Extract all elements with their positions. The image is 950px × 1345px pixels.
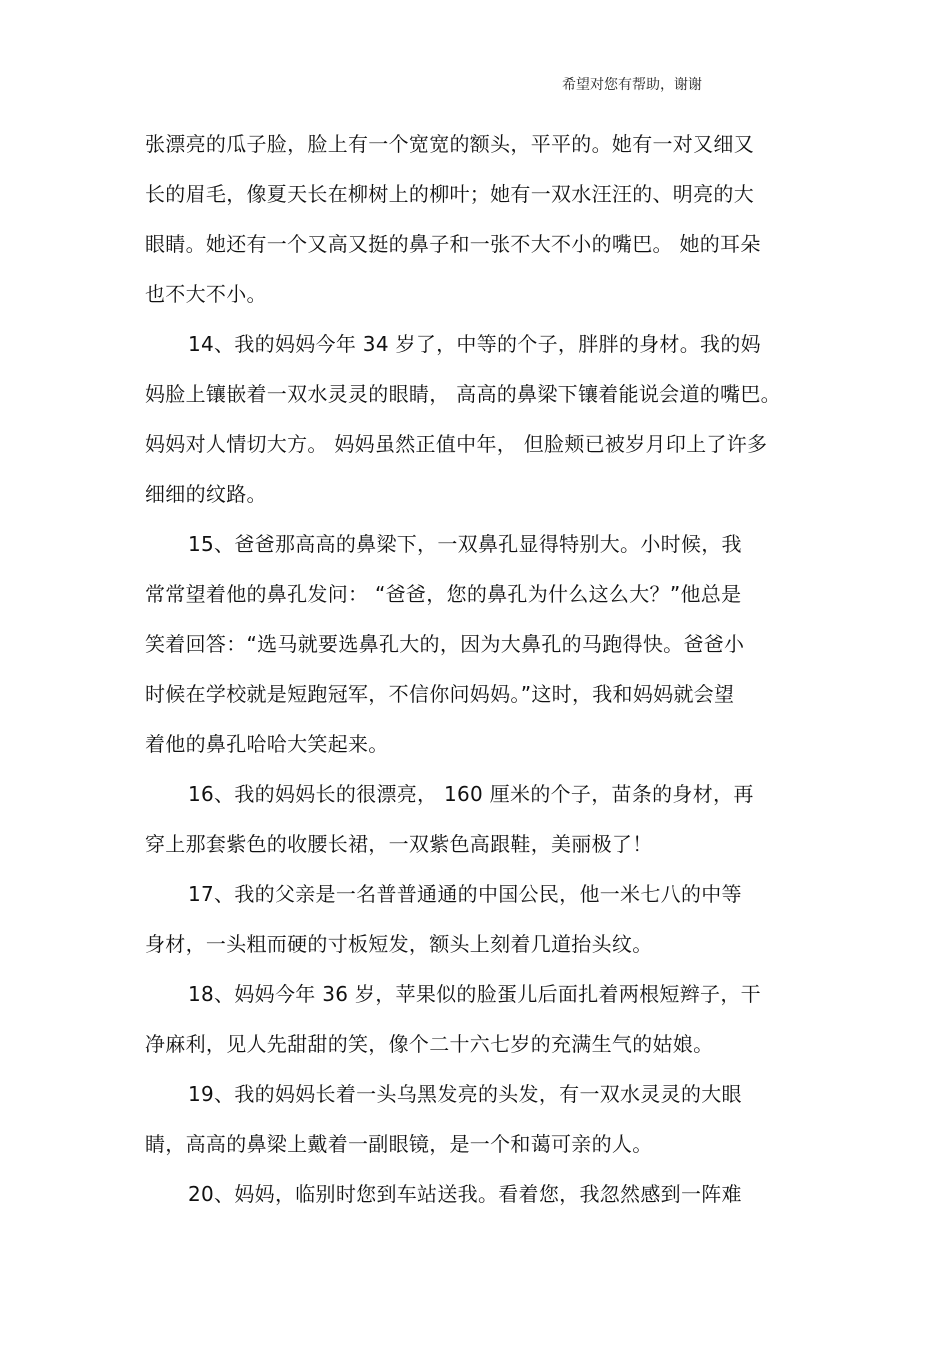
text-line: 笑着回答：“选马就要选鼻孔大的，因为大鼻孔的马跑得快。爸爸小 — [145, 632, 745, 656]
text-line: 睛，高高的鼻梁上戴着一副眼镜，是一个和蔼可亲的人。 — [145, 1132, 653, 1156]
text-line: 常常望着他的鼻孔发问： “爸爸，您的鼻孔为什么这么大？”他总是 — [145, 582, 742, 606]
text-line: 妈妈对人情切大方。 妈妈虽然正值中年， 但脸颊已被岁月印上了许多 — [145, 432, 768, 456]
text-line: 细细的纹路。 — [145, 482, 267, 506]
text-line: 穿上那套紫色的收腰长裙，一双紫色高跟鞋，美丽极了！ — [145, 832, 653, 856]
text-line: 身材，一头粗而硬的寸板短发，额头上刻着几道抬头纹。 — [145, 932, 653, 956]
text-line: 时候在学校就是短跑冠军，不信你问妈妈。”这时，我和妈妈就会望 — [145, 682, 735, 706]
text-line: 16、我的妈妈长的很漂亮， 160 厘米的个子，苗条的身材，再 — [188, 782, 754, 806]
text-line: 净麻利，见人先甜甜的笑，像个二十六七岁的充满生气的姑娘。 — [145, 1032, 714, 1056]
text-line: 14、我的妈妈今年 34 岁了，中等的个子，胖胖的身材。我的妈 — [188, 332, 761, 356]
text-line: 19、我的妈妈长着一头乌黑发亮的头发，有一双水灵灵的大眼 — [188, 1082, 742, 1106]
text-line: 15、爸爸那高高的鼻梁下，一双鼻孔显得特别大。小时候，我 — [188, 532, 742, 556]
text-line: 18、妈妈今年 36 岁，苹果似的脸蛋儿后面扎着两根短辫子，干 — [188, 982, 761, 1006]
text-line: 眼睛。她还有一个又高又挺的鼻子和一张不大不小的嘴巴。 她的耳朵 — [145, 232, 761, 256]
text-line: 长的眉毛，像夏天长在柳树上的柳叶；她有一双水汪汪的、明亮的大 — [145, 182, 754, 206]
text-line: 17、我的父亲是一名普普通通的中国公民，他一米七八的中等 — [188, 882, 742, 906]
text-line: 20、妈妈，临别时您到车站送我。看着您，我忽然感到一阵难 — [188, 1182, 742, 1206]
page-header-note: 希望对您有帮助，谢谢 — [562, 77, 702, 93]
text-line: 张漂亮的瓜子脸，脸上有一个宽宽的额头，平平的。她有一对又细又 — [145, 132, 754, 156]
text-line: 着他的鼻孔哈哈大笑起来。 — [145, 732, 389, 756]
text-line: 妈脸上镶嵌着一双水灵灵的眼睛， 高高的鼻梁下镶着能说会道的嘴巴。 — [145, 382, 781, 406]
text-line: 也不大不小。 — [145, 282, 267, 306]
